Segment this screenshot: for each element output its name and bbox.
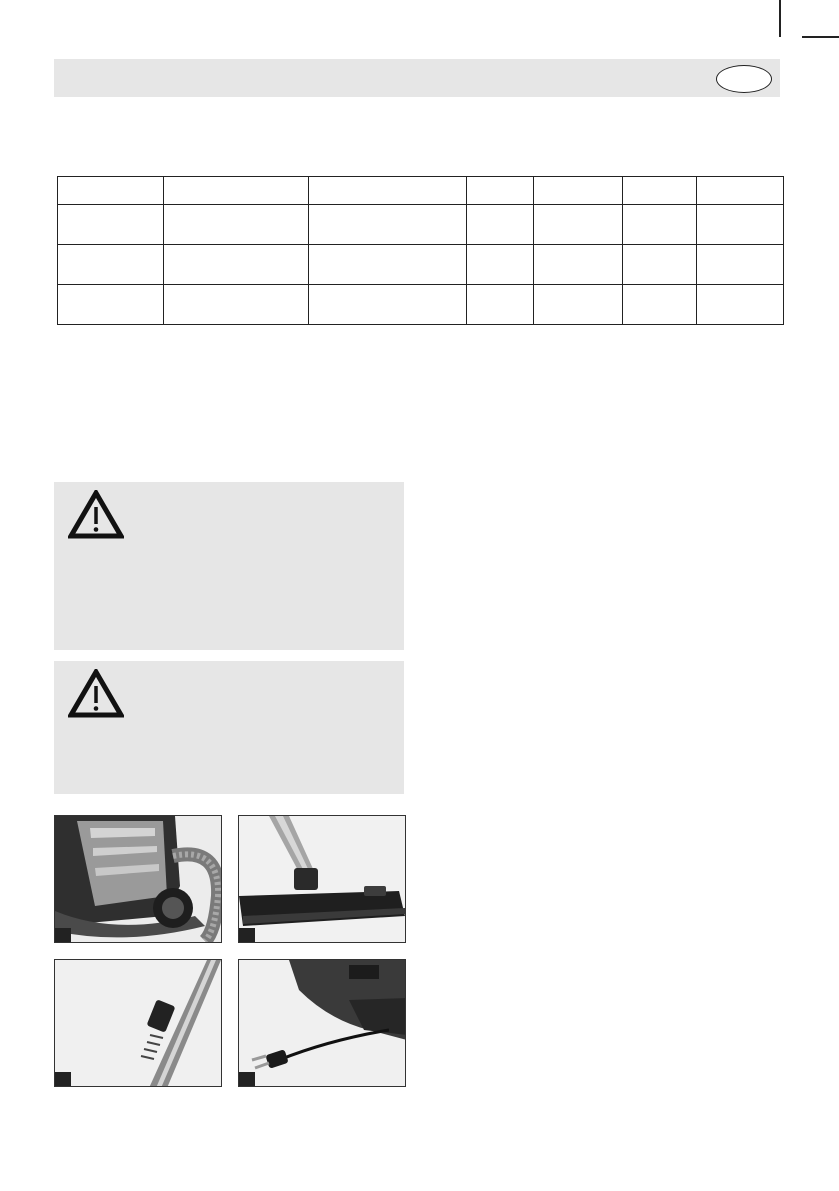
table-cell: [697, 245, 784, 285]
table-cell: [164, 245, 309, 285]
power-plug-image: [239, 960, 406, 1087]
hose-connector-image: [55, 816, 222, 943]
warning-box: [54, 661, 404, 794]
table-cell: [58, 177, 164, 205]
crop-mark-top: [779, 0, 781, 37]
language-badge: [716, 65, 772, 93]
table-cell: [697, 177, 784, 205]
table-cell: [467, 285, 534, 325]
table-cell: [467, 245, 534, 285]
figure-number: [239, 928, 255, 942]
table-cell: [534, 177, 623, 205]
table-cell: [623, 177, 697, 205]
crop-mark-right: [802, 36, 839, 38]
table-cell: [164, 285, 309, 325]
table-cell: [58, 205, 164, 245]
figure-power-plug: [238, 959, 406, 1087]
table-cell: [164, 177, 309, 205]
table-cell: [309, 205, 467, 245]
table-cell: [534, 205, 623, 245]
table-cell: [309, 285, 467, 325]
telescopic-tube-image: [55, 960, 222, 1087]
table-cell: [534, 245, 623, 285]
table-cell: [623, 285, 697, 325]
warning-triangle-icon: [68, 490, 124, 540]
figure-hose-connector: [54, 815, 222, 943]
table-cell: [309, 177, 467, 205]
table-cell: [467, 205, 534, 245]
figure-number: [55, 1072, 71, 1086]
figure-number: [55, 928, 71, 942]
warning-triangle-icon: [68, 669, 124, 719]
spec-table: [57, 176, 784, 325]
table-row: [58, 245, 784, 285]
table-cell: [58, 285, 164, 325]
table-cell: [58, 245, 164, 285]
table-cell: [697, 205, 784, 245]
table-row: [58, 285, 784, 325]
page-header: [54, 59, 780, 97]
table-cell: [623, 245, 697, 285]
table-cell: [309, 245, 467, 285]
table-cell: [467, 177, 534, 205]
warning-box: [54, 482, 404, 650]
figure-floor-nozzle: [238, 815, 406, 943]
figure-number: [239, 1072, 255, 1086]
table-row: [58, 177, 784, 205]
table-cell: [164, 205, 309, 245]
table-row: [58, 205, 784, 245]
figure-telescopic-tube: [54, 959, 222, 1087]
table-cell: [534, 285, 623, 325]
table-cell: [697, 285, 784, 325]
floor-nozzle-image: [239, 816, 406, 943]
table-cell: [623, 205, 697, 245]
